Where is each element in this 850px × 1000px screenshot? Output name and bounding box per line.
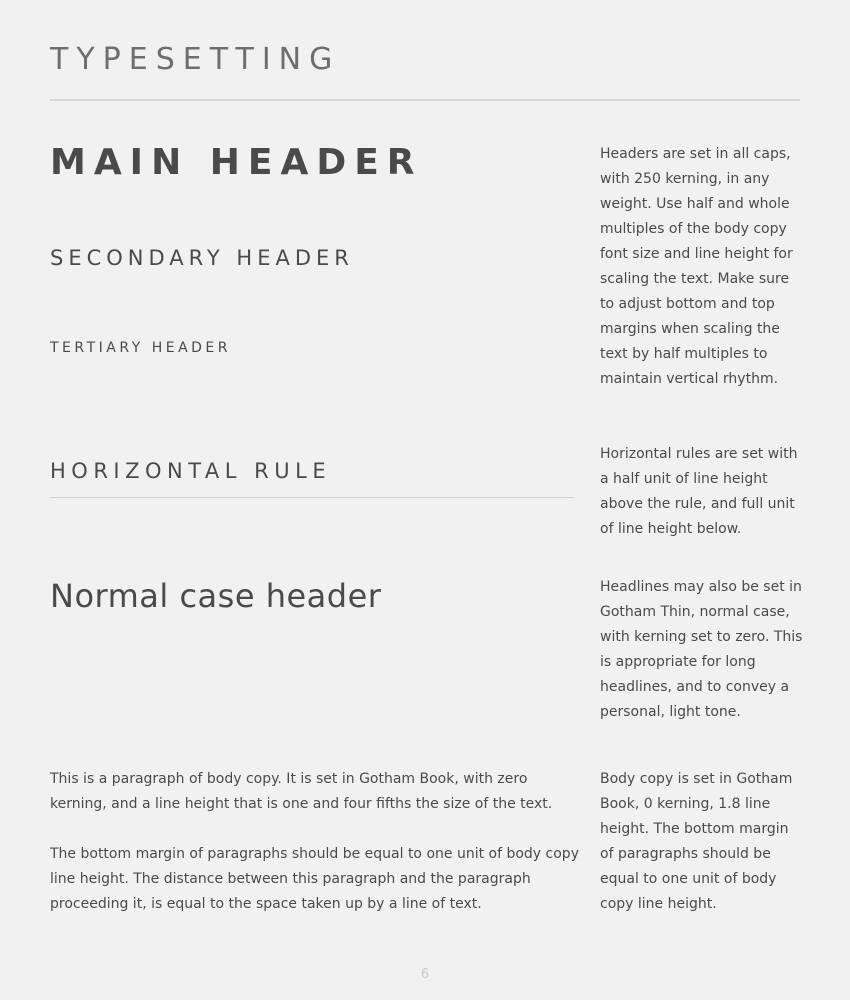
page-title: TYPESETTING <box>50 42 341 77</box>
body-copy-paragraph-1: This is a paragraph of body copy. It is set in Gotham Book, with zero kerning, and a line height that is one and four fifths the size of the text. <box>50 771 553 812</box>
body-copy-paragraph-2: The bottom margin of paragraphs should be equal to one unit of body copy line height. The distance between this paragraph and the paragraph proceeding it, is equal to the space taken up by a line of text. <box>50 846 579 912</box>
page-number: 6 <box>420 967 430 982</box>
headers-note: Headers are set in all caps, with 250 kerning, in any weight. Use half and whole multiples of the body copy font size and line height for scaling the text. Make sure to adjust bottom and top margins when scaling the text by half multiples to maintain vertical rhythm. <box>600 146 793 387</box>
secondary-header-sample: SECONDARY HEADER <box>50 246 354 270</box>
body-copy-note: Body copy is set in Gotham Book, 0 kerning, 1.8 line height. The bottom margin of paragraphs should be equal to one unit of body copy line height. <box>600 771 793 912</box>
main-header-sample: MAIN HEADER <box>50 142 423 183</box>
normal-case-note: Headlines may also be set in Gotham Thin, normal case, with kerning set to zero. This is appropriate for long headlines, and to convey a personal, light tone. <box>600 579 803 720</box>
horizontal-rule-note: Horizontal rules are set with a half unit of line height above the rule, and full unit of line height below. <box>600 446 798 537</box>
horizontal-rule-sample <box>50 497 574 498</box>
tertiary-header-sample: TERTIARY HEADER <box>50 340 232 356</box>
title-divider <box>50 99 800 101</box>
normal-case-header-sample: Normal case header <box>50 577 382 615</box>
horizontal-rule-header-sample: HORIZONTAL RULE <box>50 459 332 483</box>
